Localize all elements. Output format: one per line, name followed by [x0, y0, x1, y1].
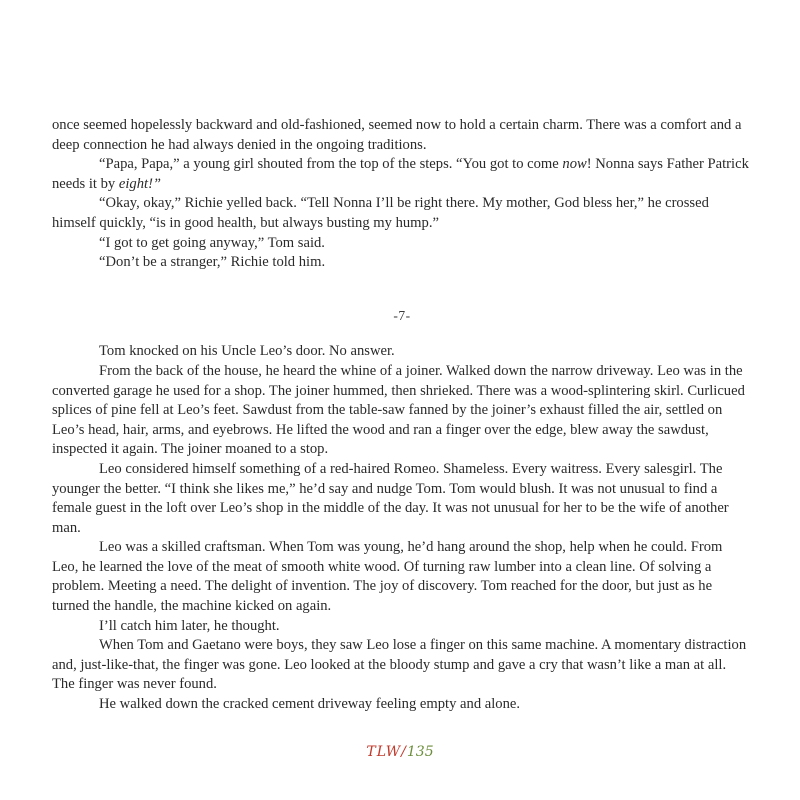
paragraph: “I got to get going anyway,” Tom said. — [99, 234, 325, 251]
paragraph: “Don’t be a stranger,” Richie told him. — [99, 254, 326, 271]
paragraph: “Okay, okay,” Richie yelled back. “Tell Nonna I’ll be right there. My mother, God bless her,” he crossed himself quickly, “is in good health, but always busting my hump.” — [52, 195, 709, 231]
paragraph-text: ! Nonna says Father Patrick needs it by — [52, 156, 749, 192]
paragraph: I’ll catch him later, he thought. — [99, 617, 280, 634]
paragraph: He walked down the cracked cement driveway feeling empty and alone. — [99, 696, 521, 713]
paragraph: From the back of the house, he heard the whine of a joiner. Walked down the narrow driveway. Leo was in the converted garage he used for a shop. The joiner hummed, then shrieked. There was a wood-splintering skirl. Curlicued splices of pine fell at Leo’s feet. Sawdust from the table-saw fanned by the joiner’s exhaust filled the air, settled on Leo’s head, hair, arms, and eyebrows. He lifted the wood and ran a finger over the edge, blew away the sawdust, inspected it again. The joiner moaned to a stop. — [52, 362, 745, 458]
footer-separator: / — [401, 744, 407, 760]
section-two — [52, 342, 752, 714]
paragraph: Tom knocked on his Uncle Leo’s door. No answer. — [99, 343, 395, 360]
section-one — [52, 116, 752, 273]
paragraph: Leo considered himself something of a red-haired Romeo. Shameless. Every waitress. Every salesgirl. The younger the better. “I think she likes me,” he’d say and nudge Tom. Tom would blush. It was not unusual to find a female guest in the loft over Leo’s shop in the middle of the day. It was not unusual for her to be the wife of another man. — [52, 460, 729, 536]
page-body — [52, 116, 752, 715]
paragraph-text: “Papa, Papa,” a young girl shouted from the top of the steps. “You got to come — [99, 156, 563, 173]
paragraph: once seemed hopelessly backward and old-fashioned, seemed now to hold a certain charm. There was a comfort and a deep connection he had always denied in the ongoing traditions. — [52, 117, 742, 153]
emphasis-text: eight!” — [118, 175, 162, 192]
emphasis-text: now — [562, 156, 587, 173]
paragraph: Leo was a skilled craftsman. When Tom was young, he’d hang around the shop, help when he could. From Leo, he learned the love of the meat of smooth white wood. Of turning raw lumber into a clean line. Of solving a problem. Meeting a need. The delight of invention. The joy of discovery. Tom reached for the door, but just as he turned the handle, the machine kicked on again. — [52, 539, 723, 615]
page-number: 135 — [406, 744, 434, 760]
paragraph — [52, 155, 752, 194]
paragraph: When Tom and Gaetano were boys, they saw Leo lose a finger on this same machine. A momentary distraction and, just-like-that, the finger was gone. Leo looked at the bloody stump and gave a cry that wasn’t like a man at all. The finger was never found. — [52, 637, 747, 693]
book-code: TLW — [366, 744, 402, 760]
page-footer — [0, 744, 800, 760]
section-marker: -7- — [393, 307, 411, 323]
